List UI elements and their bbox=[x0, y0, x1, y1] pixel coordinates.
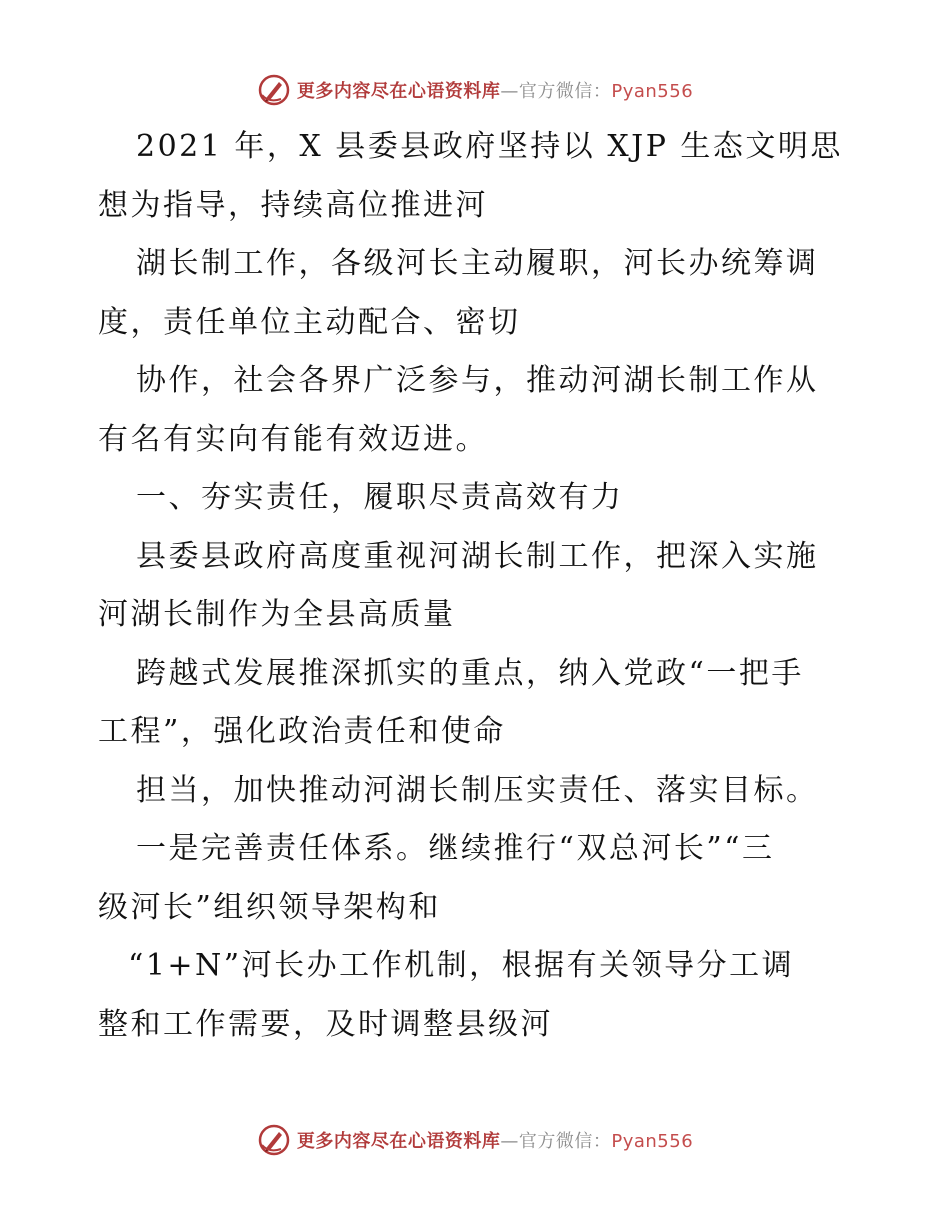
text-line: 河湖长制作为全县高质量 bbox=[98, 597, 456, 632]
footer-banner bbox=[0, 1120, 950, 1160]
banner-wechat-label: 官方微信： bbox=[518, 81, 612, 102]
text-line: “1+N”河长办工作机制，根据有关领导分工调 bbox=[128, 948, 795, 983]
section-heading: 一、夯实责任，履职尽责高效有力 bbox=[136, 480, 624, 515]
pen-logo-icon bbox=[257, 1123, 291, 1157]
text-line: 2021 年，X 县委县政府坚持以 XJP 生态文明思 bbox=[136, 129, 843, 164]
banner-brand-text: 更多内容尽在心语资料库 bbox=[296, 1131, 501, 1152]
text-line: 工程”，强化政治责任和使命 bbox=[98, 714, 506, 749]
text-line: 跨越式发展推深抓实的重点，纳入党政“一把手 bbox=[136, 655, 804, 691]
text-line: 一是完善责任体系。继续推行“双总河长”“三 bbox=[136, 831, 775, 866]
banner-wechat-id: Pyan556 bbox=[611, 81, 694, 102]
text-line: 担当，加快推动河湖长制压实责任、落实目标。 bbox=[136, 772, 819, 808]
document-body bbox=[98, 118, 858, 1054]
pen-logo-icon bbox=[257, 73, 291, 107]
text-line: 有名有实向有能有效迈进。 bbox=[98, 421, 488, 457]
text-line: 度，责任单位主动配合、密切 bbox=[98, 304, 521, 340]
banner-dash: — bbox=[500, 81, 519, 102]
header-banner bbox=[0, 70, 950, 110]
text-line: 整和工作需要，及时调整县级河 bbox=[98, 1006, 553, 1042]
banner-brand-text: 更多内容尽在心语资料库 bbox=[296, 81, 501, 102]
banner-dash: — bbox=[500, 1131, 519, 1152]
text-line: 协作，社会各界广泛参与，推动河湖长制工作从 bbox=[136, 363, 819, 398]
banner-wechat-id: Pyan556 bbox=[611, 1131, 694, 1152]
text-line: 湖长制工作，各级河长主动履职，河长办统筹调 bbox=[136, 246, 819, 281]
text-line: 县委县政府高度重视河湖长制工作，把深入实施 bbox=[136, 538, 819, 574]
text-line: 级河长”组织领导架构和 bbox=[98, 889, 441, 925]
banner-wechat-label: 官方微信： bbox=[518, 1131, 612, 1152]
text-line: 想为指导，持续高位推进河 bbox=[98, 187, 488, 223]
